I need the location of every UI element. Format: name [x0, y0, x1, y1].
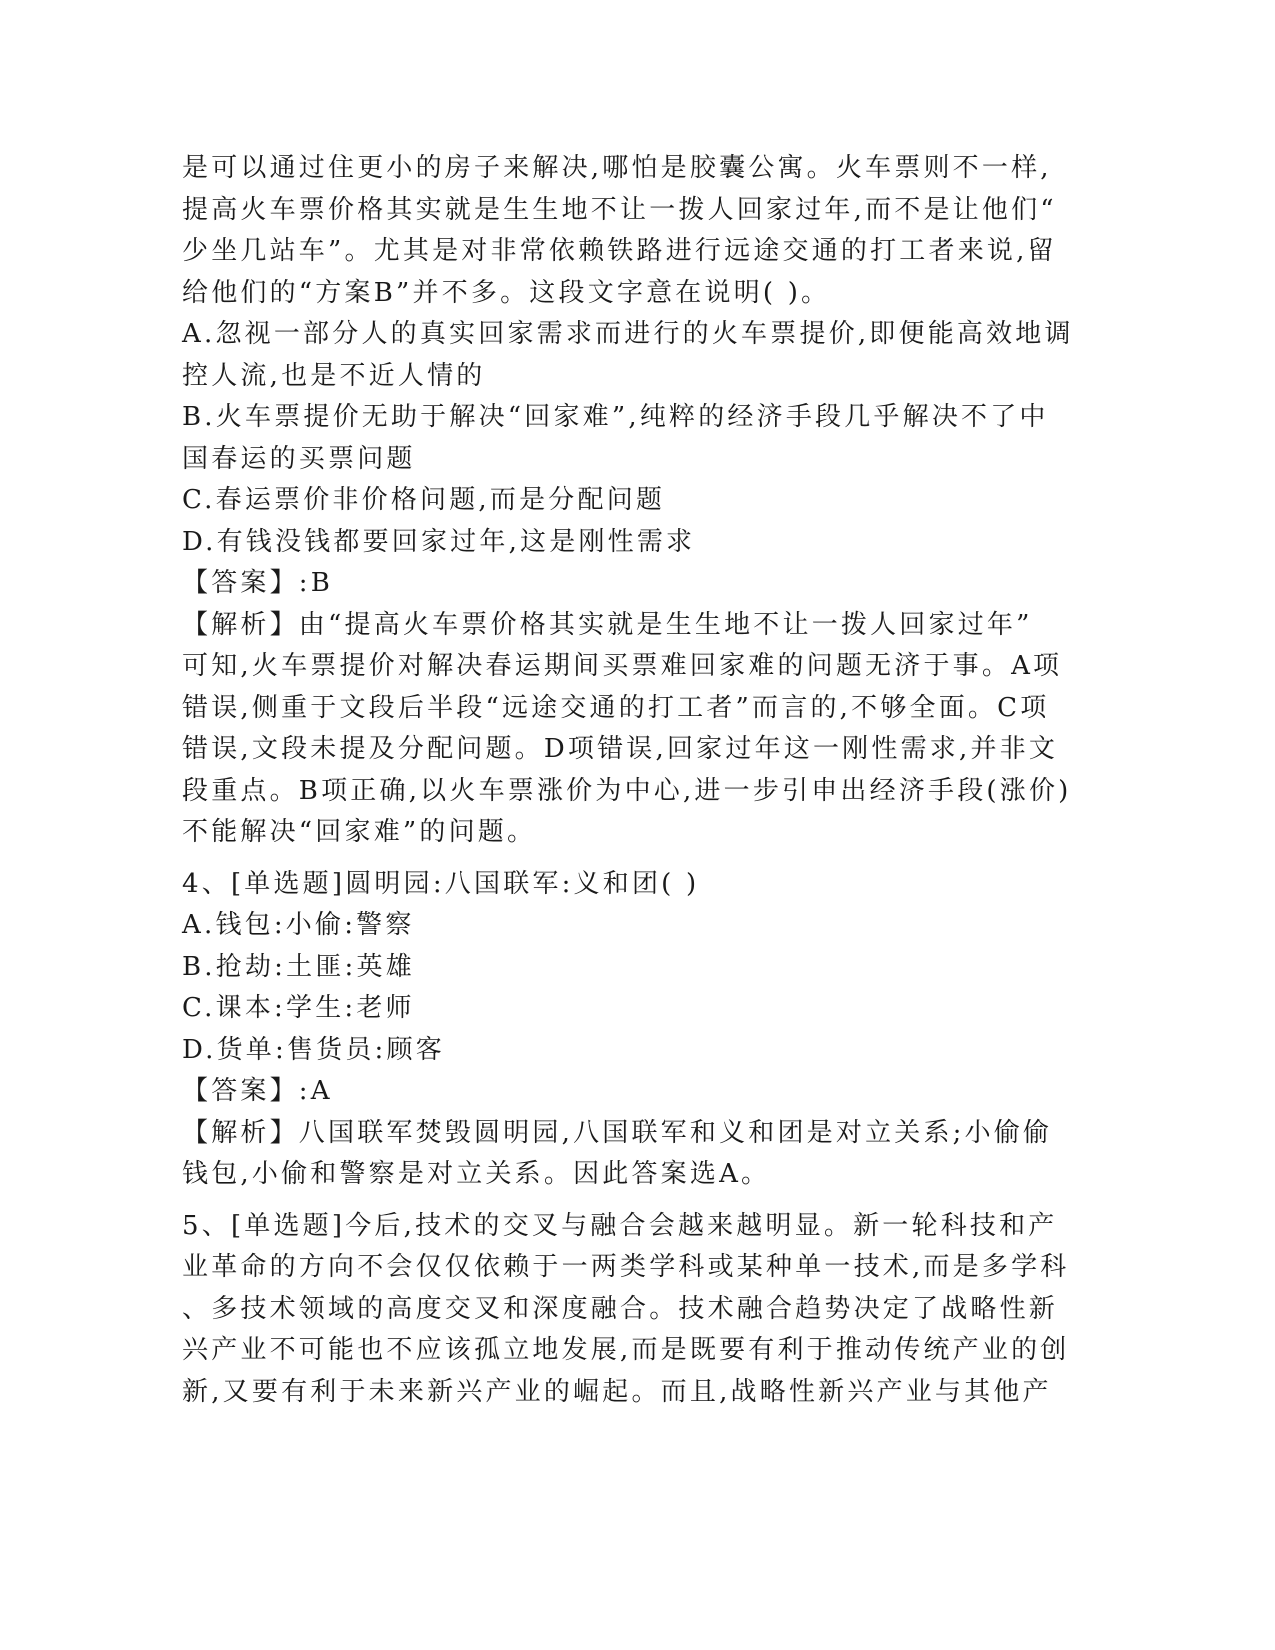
- text-line: 错误,侧重于文段后半段“远途交通的打工者”而言的,不够全面。C项: [182, 692, 1050, 723]
- answer: 【答案】:A: [182, 1076, 333, 1106]
- document-page: [182, 148, 1074, 1413]
- text-line: 提高火车票价格其实就是生生地不让一拨人回家过年,而不是让他们“: [182, 194, 1057, 225]
- option-d: D.有钱没钱都要回家过年,这是刚性需求: [182, 526, 696, 557]
- text-line: 是可以通过住更小的房子来解决,哪怕是胶囊公寓。火车票则不一样,: [182, 153, 1052, 183]
- option-d: D.货单:售货员:顾客: [182, 1034, 445, 1065]
- text-line: 少坐几站车”。尤其是对非常依赖铁路进行远途交通的打工者来说,留: [182, 236, 1057, 266]
- question-title: 4、[单选题]圆明园:八国联军:义和团( ): [182, 868, 700, 899]
- text-line: 不能解决“回家难”的问题。: [182, 817, 537, 847]
- option-c: C.课本:学生:老师: [182, 993, 415, 1023]
- text-line: 业革命的方向不会仅仅依赖于一两类学科或某种单一技术,而是多学科: [182, 1252, 1070, 1282]
- analysis: [182, 605, 1072, 854]
- text-line: 钱包,小偷和警察是对立关系。因此答案选A。: [182, 1159, 771, 1189]
- option-a: A.钱包:小偷:警察: [182, 910, 415, 940]
- analysis: [182, 1113, 1062, 1196]
- text-line: 5、[单选题]今后,技术的交叉与融合会越来越明显。新一轮科技和产: [182, 1210, 1058, 1241]
- question-3: [182, 148, 1074, 854]
- spacer: [182, 854, 1062, 864]
- text-line: 【解析】八国联军焚毁圆明园,八国联军和义和团是对立关系;小偷偷: [182, 1117, 1053, 1148]
- text-line: 可知,火车票提价对解决春运期间买票难回家难的问题无济于事。A项: [182, 651, 1063, 681]
- option-b: [182, 397, 1062, 480]
- text-line: 兴产业不可能也不应该孤立地发展,而是既要有利于推动传统产业的创: [182, 1335, 1070, 1365]
- text-line: 给他们的“方案B”并不多。这段文字意在说明( )。: [182, 277, 831, 308]
- text-line: 【解析】由“提高火车票价格其实就是生生地不让一拨人回家过年”: [182, 609, 1033, 640]
- text-line: 错误,文段未提及分配问题。D项错误,回家过年这一刚性需求,并非文: [182, 734, 1059, 764]
- answer: 【答案】:B: [182, 568, 334, 598]
- option-c: C.春运票价非价格问题,而是分配问题: [182, 485, 666, 515]
- question-stem: [182, 1206, 1070, 1414]
- spacer: [182, 1196, 1062, 1206]
- option-b: B.抢劫:土匪:英雄: [182, 951, 415, 982]
- text-line: 新,又要有利于未来新兴产业的崛起。而且,战略性新兴产业与其他产: [182, 1376, 1052, 1407]
- text-line: B.火车票提价无助于解决“回家难”,纯粹的经济手段几乎解决不了中: [182, 402, 1049, 432]
- text-line: 段重点。B项正确,以火车票涨价为中心,进一步引申出经济手段(涨价): [182, 775, 1072, 806]
- text-line: 、多技术领域的高度交叉和深度融合。技术融合趋势决定了战略性新: [182, 1293, 1059, 1324]
- question-stem: [182, 148, 1062, 314]
- text-line: A.忽视一部分人的真实回家需求而进行的火车票提价,即便能高效地调: [182, 319, 1074, 349]
- question-5: [182, 1206, 1070, 1414]
- text-line: 国春运的买票问题: [182, 443, 416, 474]
- text-line: 控人流,也是不近人情的: [182, 360, 486, 391]
- option-a: [182, 314, 1074, 397]
- question-4: [182, 864, 1062, 1196]
